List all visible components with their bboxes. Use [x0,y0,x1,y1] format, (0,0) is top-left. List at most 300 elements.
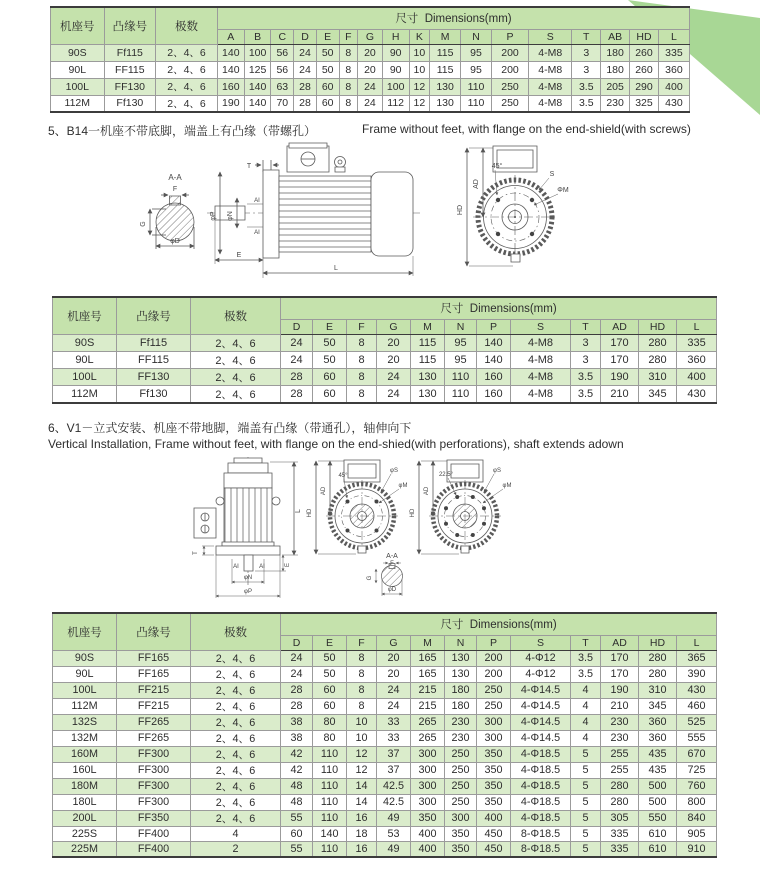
dim-cell: 350 [411,810,445,826]
dim-column-header: F [339,29,358,44]
dim-cell: 4-M8 [511,385,571,403]
dim-label-phim: φM [502,483,512,489]
dim-cell: 110 [445,385,477,403]
poles-cell: 2、4、6 [191,682,281,698]
dim-cell: 460 [677,698,717,714]
dim-cell: 280 [639,650,677,666]
dim-label-e: E [285,562,291,568]
dim-cell: 60 [313,385,347,403]
dimensions-title: 尺寸 Dimensions(mm) [281,613,717,635]
dim-cell: 335 [601,842,639,858]
frame-size-cell: 100L [53,682,117,698]
table-row [53,714,717,730]
dim-cell: 180 [601,61,630,78]
section-6-heading-cn: 6、V1－立式安装、机座不带地脚，端盖有凸缘（带通孔），轴伸向下 [48,421,412,435]
dim-cell: 265 [411,730,445,746]
dim-cell: 24 [358,95,383,112]
dim-cell: 190 [217,95,244,112]
dim-cell: 4-Φ12 [511,650,571,666]
dim-cell: 170 [601,666,639,682]
poles-cell: 2、4、6 [191,385,281,403]
dim-cell: 300 [477,714,511,730]
frame-size-cell: 160M [53,746,117,762]
dim-cell: 140 [244,95,271,112]
frame-size-cell: 100L [51,78,105,95]
dim-cell: 4-Φ14.5 [511,714,571,730]
motor-side-view [207,143,423,278]
dim-label-angle: 45° [338,473,348,479]
table-row [53,810,717,826]
dim-cell: 14 [347,794,377,810]
dim-cell: 3.5 [572,95,601,112]
dim-cell: 20 [377,666,411,682]
dim-cell: 280 [639,351,677,368]
table-row [53,794,717,810]
dim-cell: 300 [411,762,445,778]
dim-cell: 160 [477,368,511,385]
dim-cell: 10 [409,61,430,78]
table-row [53,682,717,698]
dim-cell: 50 [313,666,347,682]
dim-cell: 610 [639,826,677,842]
dim-cell: 130 [445,650,477,666]
dim-cell: 12 [409,78,430,95]
dim-cell: 4-Φ12 [511,666,571,682]
dim-cell: 300 [477,730,511,746]
dim-cell: 24 [281,650,313,666]
dim-cell: 280 [601,794,639,810]
dim-cell: 50 [313,334,347,351]
dim-column-header: HD [639,319,677,334]
table-row [53,334,717,351]
motor-end-view [457,146,569,266]
dim-cell: 345 [639,698,677,714]
dim-cell: 49 [377,810,411,826]
dim-cell: 115 [411,334,445,351]
poles-cell: 2、4、6 [191,794,281,810]
dim-column-header: S [529,29,572,44]
dim-cell: 400 [411,826,445,842]
frame-size-cell: 90S [53,334,117,351]
dim-label-g: G [140,221,147,227]
dim-cell: 20 [358,44,383,61]
frame-size-cell: 132S [53,714,117,730]
poles-cell: 2、4、6 [191,666,281,682]
dim-cell: 260 [630,44,659,61]
poles-cell: 2、4、6 [156,78,218,95]
dim-cell: 910 [677,842,717,858]
dim-cell: 5 [571,826,601,842]
frame-size-cell: 100L [53,368,117,385]
dim-cell: 110 [313,762,347,778]
table-row [51,44,690,61]
dim-cell: 8 [347,368,377,385]
dim-cell: 350 [477,794,511,810]
dim-cell: 3.5 [571,368,601,385]
poles-cell: 2 [191,842,281,858]
table-row [53,650,717,666]
dim-cell: 360 [639,730,677,746]
dim-cell: 210 [601,698,639,714]
dim-label-hd: HD [410,508,416,518]
dim-cell: 112 [382,95,409,112]
dim-cell: 5 [571,746,601,762]
dim-cell: 115 [430,44,461,61]
dim-cell: 24 [294,44,317,61]
flange-no-cell: FF165 [117,650,191,666]
dim-cell: 130 [411,385,445,403]
flange-no-cell: FF300 [117,746,191,762]
dim-cell: 4-M8 [529,78,572,95]
dim-label-phim: ΦM [557,187,569,194]
dim-column-header: S [511,635,571,650]
dim-cell: 110 [313,794,347,810]
dim-cell: 345 [639,385,677,403]
dim-cell: 165 [411,666,445,682]
dim-cell: 210 [601,385,639,403]
dim-column-header: HD [639,635,677,650]
dim-cell: 28 [294,95,317,112]
flange-no-cell: FF350 [117,810,191,826]
dim-cell: 280 [639,334,677,351]
dim-cell: 250 [477,682,511,698]
dim-cell: 110 [461,78,492,95]
dim-cell: 130 [445,666,477,682]
dim-column-header: T [571,635,601,650]
dim-label-l: L [295,509,302,513]
dim-cell: 450 [477,826,511,842]
dimensions-title: 尺寸 Dimensions(mm) [281,297,717,319]
table-row [53,778,717,794]
dim-cell: 3.5 [572,78,601,95]
dim-column-header: P [491,29,528,44]
dim-cell: 110 [461,95,492,112]
flange-no-cell: FF300 [117,794,191,810]
column-header-0: 机座号 [53,297,117,334]
dim-cell: 4-M8 [529,95,572,112]
flange-no-cell: FF215 [117,698,191,714]
poles-cell: 2、4、6 [156,95,218,112]
dim-cell: 350 [477,746,511,762]
dim-column-header: M [411,635,445,650]
dim-cell: 4 [571,682,601,698]
dim-cell: 5 [571,810,601,826]
dim-cell: 230 [445,730,477,746]
dim-cell: 110 [313,778,347,794]
dim-cell: 435 [639,746,677,762]
poles-cell: 2、4、6 [156,61,218,78]
shaft-section-view-small [367,553,403,596]
dim-column-header: N [461,29,492,44]
dim-cell: 400 [658,78,689,95]
dim-cell: 95 [461,61,492,78]
poles-cell: 2、4、6 [156,44,218,61]
dim-cell: 55 [281,842,313,858]
dim-cell: 725 [677,762,717,778]
dim-cell: 165 [411,650,445,666]
dim-column-header: E [316,29,339,44]
shaft-section-view [140,173,194,249]
dim-label-ai-right: AI [259,564,265,570]
dim-cell: 200 [491,61,528,78]
frame-size-cell: 225S [53,826,117,842]
dim-cell: 48 [281,778,313,794]
dim-cell: 10 [409,44,430,61]
dim-cell: 180 [445,682,477,698]
column-header-2: 极数 [156,7,218,44]
dim-cell: 8-Φ18.5 [511,826,571,842]
column-header-2: 极数 [191,297,281,334]
dim-cell: 250 [445,794,477,810]
dim-cell: 760 [677,778,717,794]
dim-cell: 8 [339,44,358,61]
dim-cell: 24 [377,698,411,714]
dim-cell: 670 [677,746,717,762]
dim-cell: 400 [477,810,511,826]
dim-cell: 12 [347,746,377,762]
dim-cell: 8 [347,682,377,698]
dim-cell: 4-M8 [529,61,572,78]
dim-cell: 33 [377,714,411,730]
dim-label-ai-top: AI [254,198,260,204]
dim-cell: 95 [461,44,492,61]
dim-cell: 48 [281,794,313,810]
dim-cell: 360 [677,351,717,368]
dim-label-phip: φP [244,589,252,595]
dim-column-header: A [217,29,244,44]
dim-cell: 12 [409,95,430,112]
dim-cell: 800 [677,794,717,810]
dimensions-table-b14 [52,296,717,404]
table-row [53,666,717,682]
dim-cell: 3.5 [571,385,601,403]
poles-cell: 2、4、6 [191,351,281,368]
dim-label-e: E [236,252,242,259]
table-row [51,78,690,95]
dim-column-header: P [477,319,511,334]
dim-cell: 4-Φ18.5 [511,794,571,810]
dim-cell: 28 [281,368,313,385]
dim-column-header: P [477,635,511,650]
dim-cell: 180 [601,44,630,61]
dim-cell: 335 [601,826,639,842]
dim-cell: 20 [377,334,411,351]
frame-size-cell: 225M [53,842,117,858]
poles-cell: 2、4、6 [191,698,281,714]
dim-cell: 24 [294,61,317,78]
dim-cell: 10 [347,714,377,730]
frame-size-cell: 112M [53,385,117,403]
dim-cell: 4-M8 [511,368,571,385]
dim-cell: 180 [445,698,477,714]
dim-cell: 20 [377,650,411,666]
dim-cell: 250 [491,95,528,112]
vertical-motor-view [193,457,302,598]
dim-column-header: H [382,29,409,44]
dim-cell: 4-M8 [529,44,572,61]
dim-label-hd: HD [457,204,464,216]
dim-label-ai-bottom: AI [254,230,260,236]
dim-cell: 260 [630,61,659,78]
table-row [53,746,717,762]
dimensions-table-top [50,6,690,113]
dim-cell: 24 [377,368,411,385]
dim-cell: 140 [477,351,511,368]
dim-cell: 24 [377,385,411,403]
table-row [53,698,717,714]
dim-cell: 8 [347,385,377,403]
dim-label-phid: φD [387,587,397,593]
dim-cell: 4-Φ14.5 [511,682,571,698]
dim-cell: 50 [313,650,347,666]
dim-cell: 24 [281,334,313,351]
dim-column-header: N [445,319,477,334]
dim-cell: 840 [677,810,717,826]
dim-cell: 12 [347,762,377,778]
table-row [51,95,690,112]
dim-label-phis: φS [390,468,398,474]
dimensions-title: 尺寸 Dimensions(mm) [217,7,689,29]
dim-cell: 435 [639,762,677,778]
dim-cell: 170 [601,334,639,351]
dim-cell: 8 [339,95,358,112]
dim-cell: 230 [601,95,630,112]
dim-cell: 130 [430,95,461,112]
dim-cell: 300 [411,794,445,810]
dim-cell: 4-M8 [511,334,571,351]
dim-cell: 280 [639,666,677,682]
dim-cell: 3 [571,334,601,351]
dim-cell: 205 [601,78,630,95]
dim-cell: 255 [601,746,639,762]
frame-size-cell: 180L [53,794,117,810]
flange-no-cell: FF130 [104,78,156,95]
dim-label-phid: φD [170,238,180,245]
dim-label-ad: AD [473,179,480,189]
dim-cell: 60 [313,368,347,385]
section-label: A-A [168,173,182,182]
dim-cell: 350 [477,778,511,794]
dim-cell: 140 [477,334,511,351]
dim-cell: 360 [639,714,677,730]
end-view-8-holes [410,460,511,554]
dim-cell: 95 [445,351,477,368]
dim-cell: 4-Φ18.5 [511,778,571,794]
dim-cell: 95 [445,334,477,351]
dim-column-header: C [271,29,294,44]
dim-cell: 250 [477,698,511,714]
dim-cell: 53 [377,826,411,842]
dim-cell: 3.5 [571,650,601,666]
dim-cell: 3 [572,44,601,61]
dim-cell: 16 [347,842,377,858]
dim-cell: 200 [491,44,528,61]
dim-column-header: M [411,319,445,334]
flange-no-cell: FF400 [117,842,191,858]
dim-column-header: F [347,319,377,334]
dim-cell: 115 [430,61,461,78]
dim-cell: 250 [445,762,477,778]
dim-label-ad: AD [424,486,430,496]
dim-label-phip: φP [210,211,217,221]
dim-cell: 18 [347,826,377,842]
dim-column-header: N [445,635,477,650]
dim-cell: 525 [677,714,717,730]
dim-cell: 550 [639,810,677,826]
dim-label-phin: φN [227,211,234,221]
poles-cell: 2、4、6 [191,714,281,730]
dim-column-header: G [377,319,411,334]
dim-cell: 4 [571,714,601,730]
dim-cell: 215 [411,698,445,714]
dim-cell: 140 [217,44,244,61]
dim-column-header: AD [601,319,639,334]
dim-cell: 110 [313,810,347,826]
dim-cell: 42.5 [377,794,411,810]
dim-cell: 24 [281,351,313,368]
dim-cell: 190 [601,682,639,698]
dim-label-angle: 22.5° [438,472,454,478]
column-header-0: 机座号 [53,613,117,650]
frame-size-cell: 160L [53,762,117,778]
dim-cell: 3 [571,351,601,368]
dim-cell: 8 [347,334,377,351]
flange-no-cell: FF400 [117,826,191,842]
dim-cell: 38 [281,730,313,746]
dim-label-l: L [334,265,338,272]
table-row [53,385,717,403]
dim-cell: 610 [639,842,677,858]
dim-cell: 50 [316,44,339,61]
dim-cell: 115 [411,351,445,368]
flange-no-cell: FF165 [117,666,191,682]
flange-no-cell: FF265 [117,714,191,730]
table-row [53,368,717,385]
column-header-1: 凸缘号 [104,7,156,44]
dim-column-header: D [281,319,313,334]
dim-cell: 8 [339,78,358,95]
dim-cell: 60 [281,826,313,842]
b14-motor-drawing [35,142,725,282]
column-header-1: 凸缘号 [117,613,191,650]
dim-cell: 500 [639,778,677,794]
dim-cell: 4-Φ18.5 [511,810,571,826]
v1-motor-drawing [180,456,560,612]
dim-cell: 4 [571,730,601,746]
dim-cell: 60 [316,78,339,95]
dim-cell: 10 [347,730,377,746]
dim-cell: 8 [347,650,377,666]
flange-no-cell: Ff130 [104,95,156,112]
dim-cell: 335 [658,44,689,61]
dim-label-ad: AD [321,486,327,496]
poles-cell: 2、4、6 [191,746,281,762]
dim-cell: 28 [281,682,313,698]
dim-cell: 190 [601,368,639,385]
dim-cell: 4-Φ18.5 [511,762,571,778]
dim-cell: 37 [377,762,411,778]
dim-cell: 24 [358,78,383,95]
dim-cell: 310 [639,682,677,698]
poles-cell: 2、4、6 [191,810,281,826]
dim-cell: 3 [572,61,601,78]
dim-cell: 160 [477,385,511,403]
dim-cell: 430 [658,95,689,112]
dim-cell: 350 [445,826,477,842]
dim-cell: 400 [677,368,717,385]
dim-cell: 170 [601,650,639,666]
dim-column-header: E [313,319,347,334]
